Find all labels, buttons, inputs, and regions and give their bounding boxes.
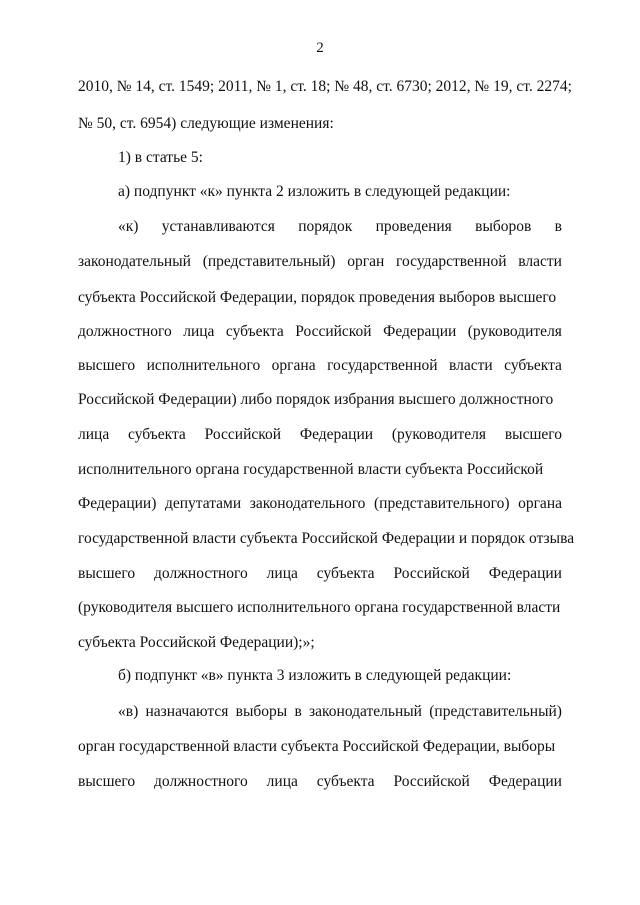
word: субъекта bbox=[225, 323, 284, 340]
word: субъекта bbox=[316, 565, 375, 582]
word: (представительный) bbox=[202, 253, 336, 270]
word: субъекта bbox=[316, 773, 375, 790]
word: органа bbox=[271, 357, 316, 374]
text-line: № 50, ст. 6954) следующие изменения: bbox=[78, 115, 334, 132]
word: высшего bbox=[78, 357, 136, 374]
text-line bbox=[78, 564, 562, 584]
word: «в) bbox=[118, 703, 139, 720]
word: лица bbox=[266, 565, 298, 582]
text-line: государственной власти субъекта Российской Федерации и порядок отзыва bbox=[78, 530, 575, 547]
word: Российской bbox=[295, 323, 372, 340]
text-line bbox=[78, 425, 562, 445]
word: государственной bbox=[327, 357, 438, 374]
word: исполнительного bbox=[146, 357, 261, 374]
word: власти bbox=[449, 357, 493, 374]
text-line bbox=[78, 772, 562, 792]
word: власти bbox=[518, 253, 562, 270]
word: Российской bbox=[393, 773, 470, 790]
text-line bbox=[78, 356, 562, 376]
word: высшего bbox=[504, 426, 562, 443]
list-item-heading: 1) в статье 5: bbox=[118, 149, 203, 166]
word: «к) bbox=[118, 218, 139, 235]
text-line: Российской Федерации) либо порядок избрания высшего должностного bbox=[78, 391, 554, 408]
subparagraph-heading: б) подпункт «в» пункта 3 изложить в следующей редакции: bbox=[118, 667, 512, 684]
word: (представительный) bbox=[429, 703, 562, 720]
text-line: (руководителя высшего исполнительного органа государственной власти bbox=[78, 599, 561, 616]
word: высшего bbox=[78, 773, 136, 790]
word: назначаются bbox=[145, 703, 229, 720]
word: Федерации) bbox=[78, 495, 157, 512]
word: Федерации bbox=[383, 323, 457, 340]
subparagraph-heading: а) подпункт «к» пункта 2 изложить в следующей редакции: bbox=[118, 183, 511, 200]
text-line: субъекта Российской Федерации);»; bbox=[78, 634, 315, 651]
text-line: орган государственной власти субъекта Российской Федерации, выборы bbox=[78, 738, 556, 755]
word: Российской bbox=[204, 426, 282, 443]
text-line bbox=[78, 322, 562, 342]
word: субъекта bbox=[128, 426, 186, 443]
word: законодательного bbox=[249, 495, 366, 512]
word: (представительного) bbox=[374, 495, 510, 512]
word: законодательный bbox=[78, 253, 191, 270]
text-line bbox=[78, 252, 562, 272]
word: в bbox=[554, 218, 562, 235]
word: устанавливаются bbox=[161, 218, 275, 235]
word: лица bbox=[78, 426, 110, 443]
word: лица bbox=[266, 773, 298, 790]
word: лица bbox=[183, 323, 215, 340]
word: Федерации bbox=[299, 426, 374, 443]
word: (руководителя bbox=[467, 323, 562, 340]
word: должностного bbox=[154, 773, 248, 790]
word: высшего bbox=[78, 565, 136, 582]
word: должностного bbox=[78, 323, 172, 340]
text-line: исполнительного органа государственной власти субъекта Российской bbox=[78, 461, 544, 478]
word: Федерации bbox=[488, 565, 562, 582]
text-line bbox=[78, 494, 562, 514]
text-line bbox=[118, 702, 562, 722]
word: государственной bbox=[396, 253, 507, 270]
word: (руководителя bbox=[391, 426, 487, 443]
text-line: 2010, № 14, ст. 1549; 2011, № 1, ст. 18; № 48, ст. 6730; 2012, № 19, ст. 2274; bbox=[78, 78, 572, 95]
word: в bbox=[294, 703, 302, 720]
word: Российской bbox=[393, 565, 470, 582]
word: проведения bbox=[375, 218, 452, 235]
word: субъекта bbox=[504, 357, 562, 374]
word: законодательный bbox=[309, 703, 422, 720]
text-line bbox=[118, 217, 562, 237]
text-line: субъекта Российской Федерации, порядок проведения выборов высшего bbox=[78, 289, 557, 306]
word: выборов bbox=[475, 218, 532, 235]
word: порядок bbox=[298, 218, 353, 235]
word: выборы bbox=[235, 703, 288, 720]
page-number: 2 bbox=[316, 40, 324, 56]
word: орган bbox=[347, 253, 385, 270]
word: должностного bbox=[154, 565, 248, 582]
word: депутатами bbox=[164, 495, 242, 512]
word: Федерации bbox=[488, 773, 562, 790]
word: органа bbox=[518, 495, 562, 512]
